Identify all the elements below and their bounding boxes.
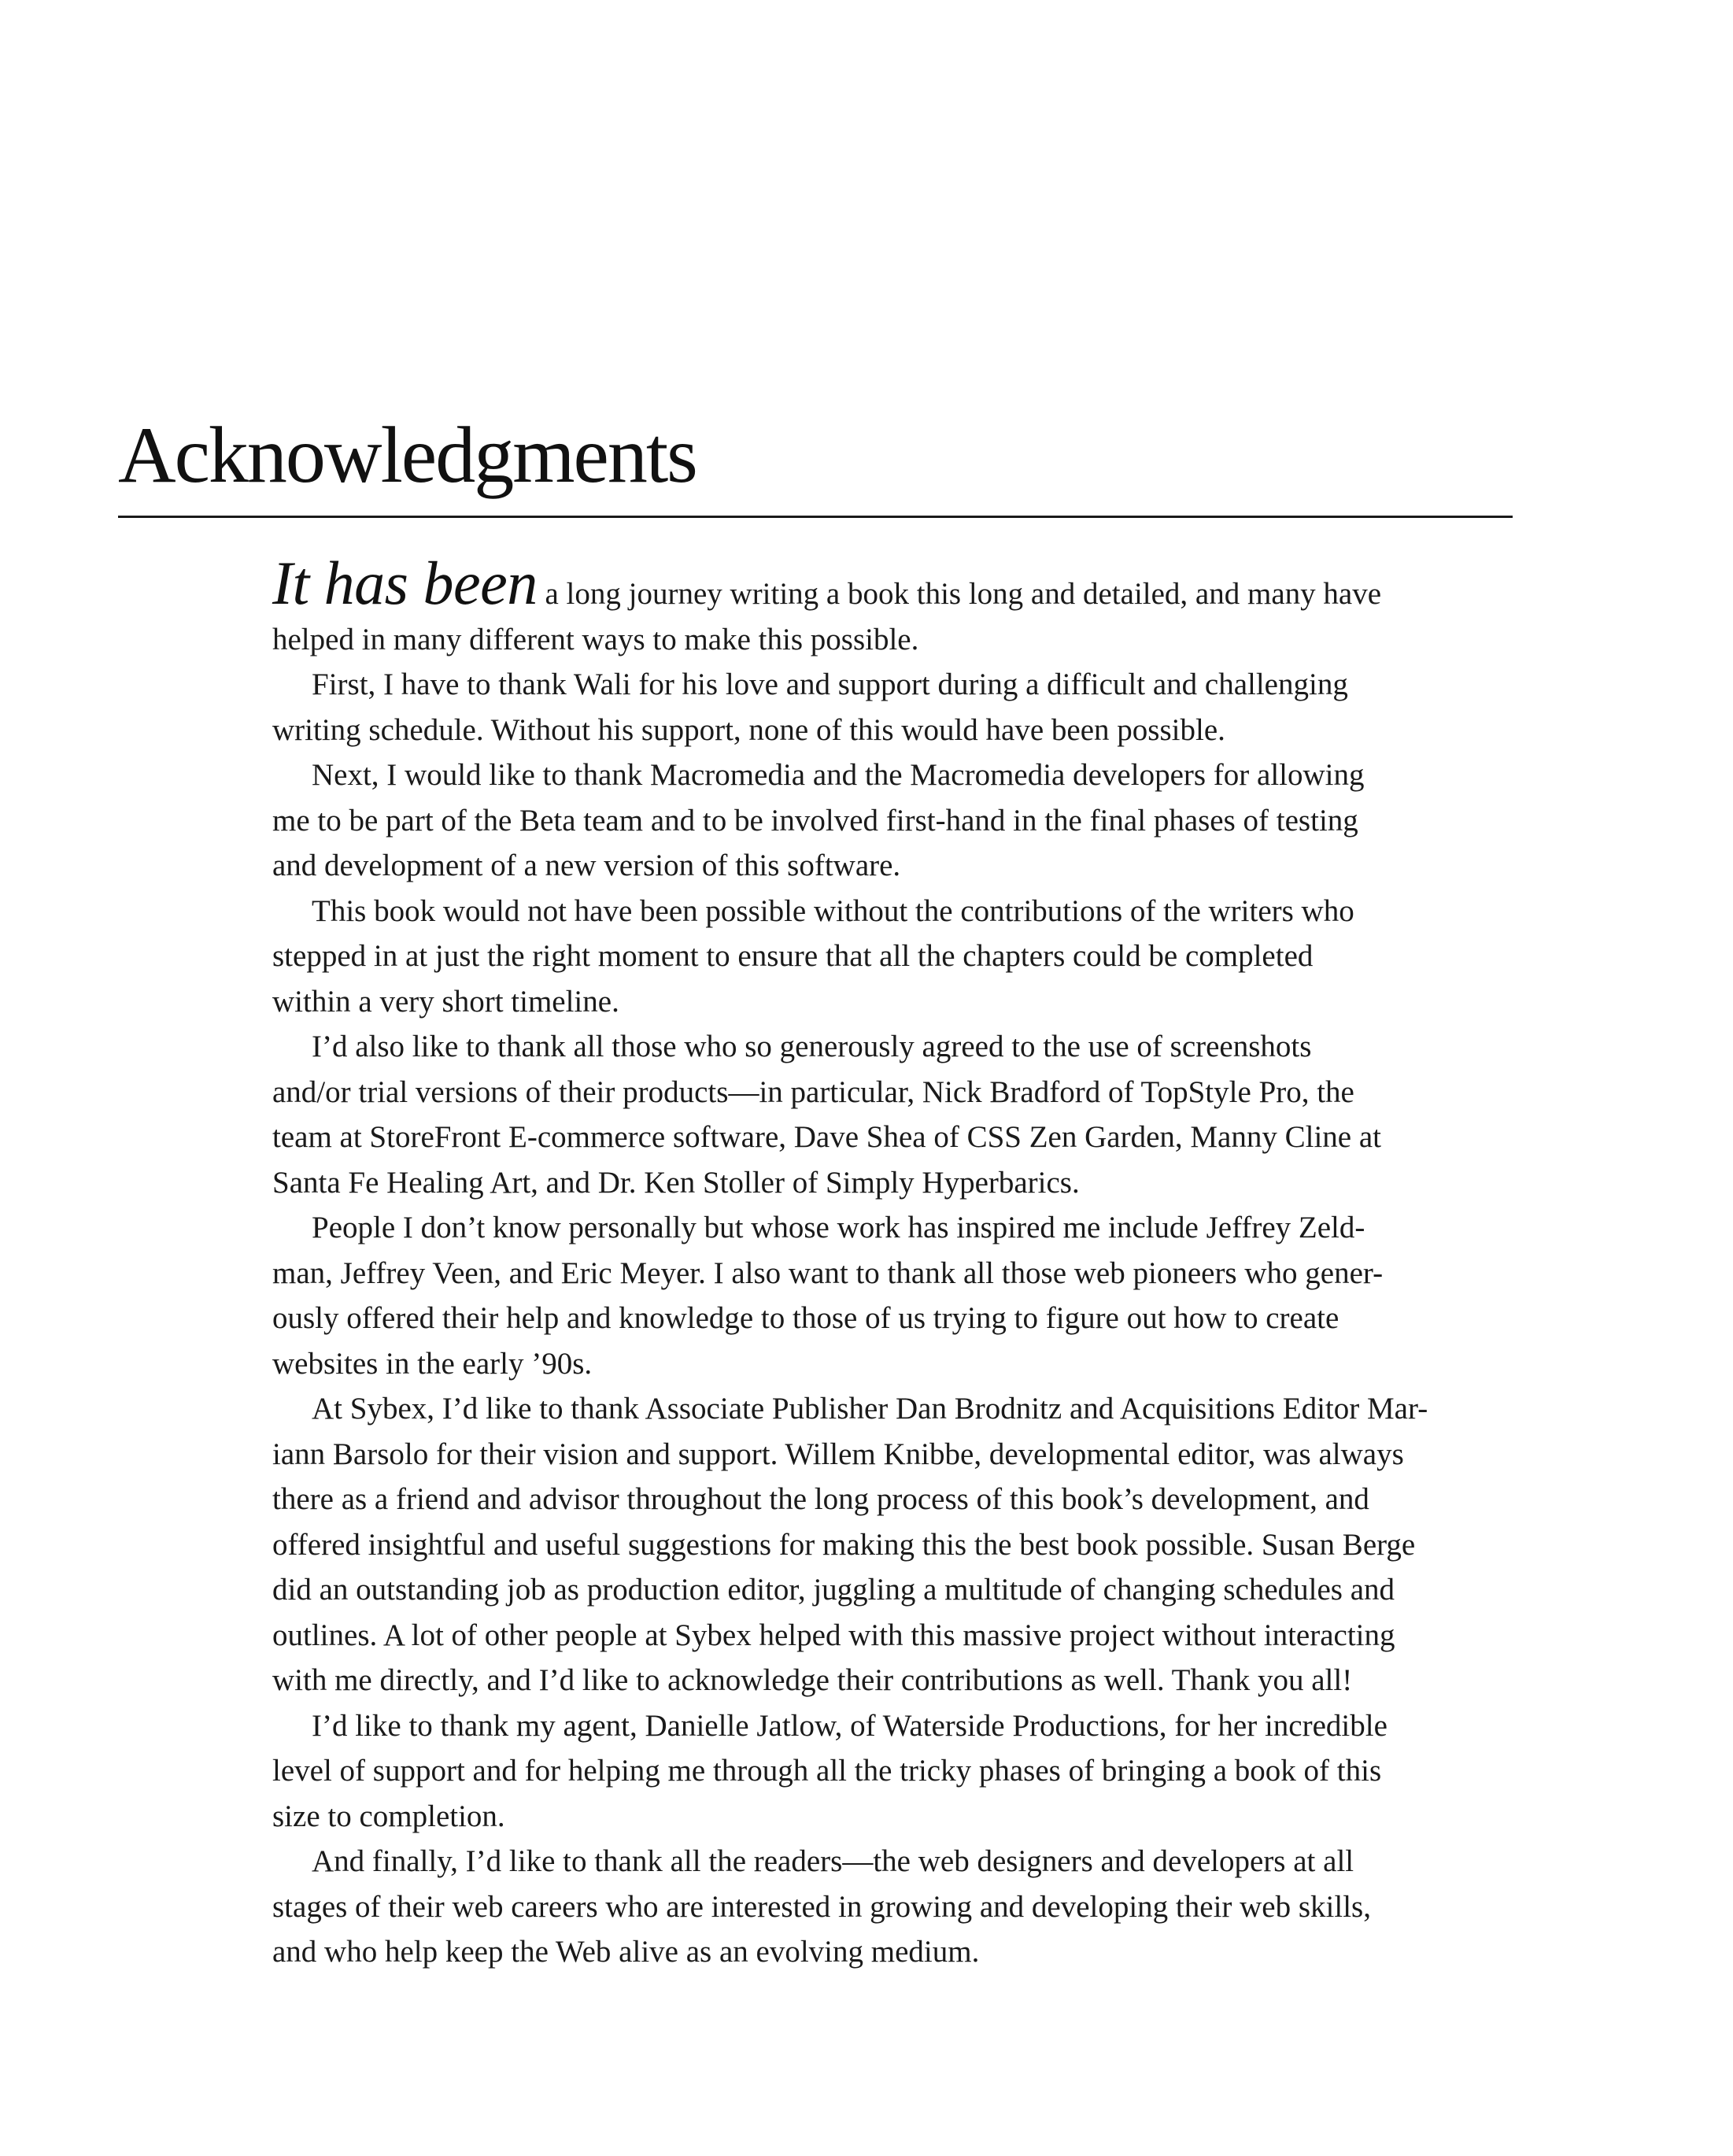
lead-line-rest: a long journey writing a book this long and detailed, and many have (537, 577, 1382, 611)
text-line: offered insightful and useful suggestions for making this the best book possible. Susan Berge (272, 1527, 1416, 1562)
text-line: People I don’t know personally but whose work has inspired me include Jeffrey Zeld- (312, 1211, 1365, 1244)
text-line: iann Barsolo for their vision and support. Willem Knibbe, developmental editor, was always (272, 1437, 1404, 1471)
page-title: Acknowledgments (118, 411, 697, 500)
text-line: size to completion. (272, 1799, 505, 1833)
text-line: stages of their web careers who are interested in growing and developing their web skills, (272, 1889, 1371, 1924)
text-line: and/or trial versions of their products—in particular, Nick Bradford of TopStyle Pro, the (272, 1074, 1354, 1109)
text-line: level of support and for helping me through all the tricky phases of bringing a book of this (272, 1754, 1382, 1788)
acknowledgments-body (272, 549, 1437, 1975)
text-line: there as a friend and advisor throughout the long process of this book’s development, and (272, 1482, 1369, 1516)
text-line: stepped in at just the right moment to ensure that all the chapters could be completed (272, 939, 1314, 973)
title-rule (118, 516, 1513, 518)
text-line: outlines. A lot of other people at Sybex helped with this massive project without interacting (272, 1618, 1395, 1652)
text-line (272, 549, 1437, 617)
text-line: writing schedule. Without his support, none of this would have been possible. (272, 712, 1225, 747)
text-line: websites in the early ’90s. (272, 1346, 593, 1381)
text-line: helped in many different ways to make this possible. (272, 622, 919, 656)
text-line: First, I have to thank Wali for his love and support during a difficult and challenging (312, 668, 1348, 701)
text-line: me to be part of the Beta team and to be involved first-hand in the final phases of testing (272, 803, 1358, 838)
text-line: with me directly, and I’d like to acknowledge their contributions as well. Thank you all! (272, 1663, 1353, 1697)
text-line: I’d also like to thank all those who so generously agreed to the use of screenshots (312, 1030, 1312, 1063)
text-line: Santa Fe Healing Art, and Dr. Ken Stoller of Simply Hyperbarics. (272, 1165, 1080, 1200)
text-line: and who help keep the Web alive as an evolving medium. (272, 1935, 980, 1969)
text-line: within a very short timeline. (272, 984, 619, 1019)
text-line: And finally, I’d like to thank all the readers—the web designers and developers at all (312, 1844, 1354, 1878)
text-line: Next, I would like to thank Macromedia and the Macromedia developers for allowing (312, 758, 1365, 792)
text-line: ously offered their help and knowledge to those of us trying to figure out how to create (272, 1301, 1339, 1335)
text-line: man, Jeffrey Veen, and Eric Meyer. I also want to thank all those web pioneers who gener- (272, 1256, 1384, 1290)
text-line: did an outstanding job as production editor, juggling a multitude of changing schedules and (272, 1573, 1395, 1607)
text-line: At Sybex, I’d like to thank Associate Publisher Dan Brodnitz and Acquisitions Editor Mar- (312, 1392, 1428, 1426)
text-line: This book would not have been possible without the contributions of the writers who (312, 893, 1354, 928)
lead-in: It has been (272, 549, 538, 617)
text-line: and development of a new version of this software. (272, 849, 901, 882)
text-line: I’d like to thank my agent, Danielle Jatlow, of Waterside Productions, for her incredible (312, 1708, 1388, 1743)
text-line: team at StoreFront E-commerce software, Dave Shea of CSS Zen Garden, Manny Cline at (272, 1120, 1382, 1154)
